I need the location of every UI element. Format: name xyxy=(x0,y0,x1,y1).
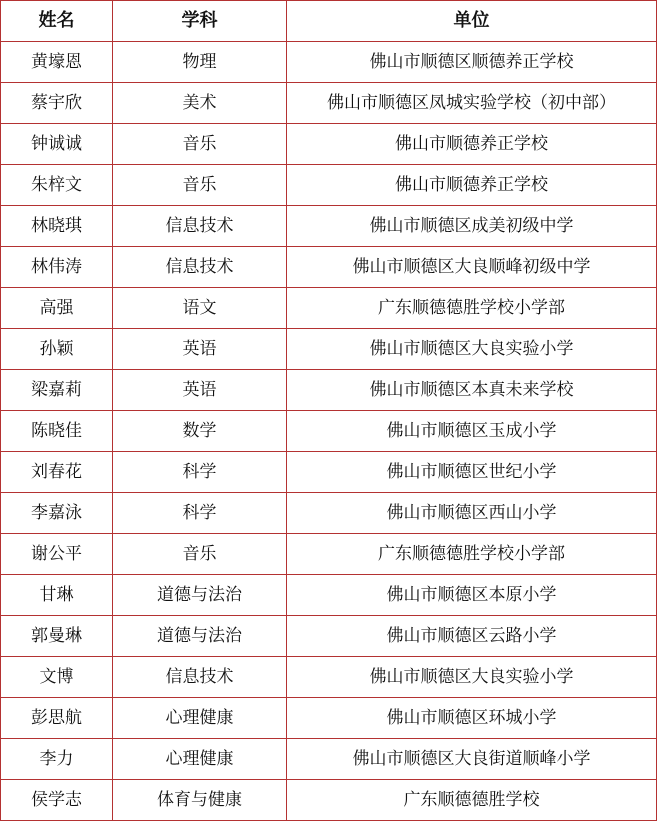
cell-name: 蔡宇欣 xyxy=(1,83,113,124)
cell-subject: 体育与健康 xyxy=(113,780,287,821)
cell-name: 林伟涛 xyxy=(1,247,113,288)
cell-subject: 道德与法治 xyxy=(113,575,287,616)
table-row xyxy=(1,534,657,575)
header-name: 姓名 xyxy=(1,1,113,42)
cell-name: 黄壕恩 xyxy=(1,42,113,83)
table-header xyxy=(1,1,657,42)
cell-subject: 音乐 xyxy=(113,165,287,206)
table-row xyxy=(1,452,657,493)
cell-name: 甘琳 xyxy=(1,575,113,616)
cell-name: 高强 xyxy=(1,288,113,329)
cell-name: 文博 xyxy=(1,657,113,698)
cell-name: 钟诚诚 xyxy=(1,124,113,165)
cell-name: 陈晓佳 xyxy=(1,411,113,452)
cell-unit: 佛山市顺德区凤城实验学校（初中部） xyxy=(287,83,657,124)
cell-subject: 心理健康 xyxy=(113,739,287,780)
cell-unit: 佛山市顺德养正学校 xyxy=(287,165,657,206)
cell-name: 孙颖 xyxy=(1,329,113,370)
cell-unit: 广东顺德德胜学校 xyxy=(287,780,657,821)
cell-unit: 佛山市顺德区玉成小学 xyxy=(287,411,657,452)
cell-unit: 广东顺德德胜学校小学部 xyxy=(287,534,657,575)
cell-subject: 科学 xyxy=(113,452,287,493)
cell-subject: 科学 xyxy=(113,493,287,534)
table-row xyxy=(1,124,657,165)
cell-subject: 英语 xyxy=(113,329,287,370)
table-row xyxy=(1,370,657,411)
cell-subject: 语文 xyxy=(113,288,287,329)
table-row xyxy=(1,739,657,780)
table-row xyxy=(1,411,657,452)
cell-unit: 佛山市顺德区本真未来学校 xyxy=(287,370,657,411)
cell-name: 彭思航 xyxy=(1,698,113,739)
header-row xyxy=(1,1,657,42)
table-row xyxy=(1,247,657,288)
cell-subject: 美术 xyxy=(113,83,287,124)
cell-name: 谢公平 xyxy=(1,534,113,575)
header-subject: 学科 xyxy=(113,1,287,42)
cell-unit: 广东顺德德胜学校小学部 xyxy=(287,288,657,329)
cell-name: 朱梓文 xyxy=(1,165,113,206)
cell-name: 刘春花 xyxy=(1,452,113,493)
table-row xyxy=(1,616,657,657)
header-unit: 单位 xyxy=(287,1,657,42)
cell-subject: 物理 xyxy=(113,42,287,83)
table-row xyxy=(1,329,657,370)
table-row xyxy=(1,165,657,206)
cell-name: 李力 xyxy=(1,739,113,780)
cell-unit: 佛山市顺德区大良实验小学 xyxy=(287,329,657,370)
cell-subject: 英语 xyxy=(113,370,287,411)
table-row xyxy=(1,42,657,83)
cell-name: 林晓琪 xyxy=(1,206,113,247)
cell-unit: 佛山市顺德区本原小学 xyxy=(287,575,657,616)
cell-name: 梁嘉莉 xyxy=(1,370,113,411)
cell-subject: 道德与法治 xyxy=(113,616,287,657)
table-row xyxy=(1,575,657,616)
table-row xyxy=(1,698,657,739)
cell-unit: 佛山市顺德区西山小学 xyxy=(287,493,657,534)
cell-unit: 佛山市顺德区大良街道顺峰小学 xyxy=(287,739,657,780)
cell-unit: 佛山市顺德区大良实验小学 xyxy=(287,657,657,698)
cell-name: 郭曼琳 xyxy=(1,616,113,657)
table-row xyxy=(1,206,657,247)
cell-unit: 佛山市顺德区顺德养正学校 xyxy=(287,42,657,83)
cell-unit: 佛山市顺德区大良顺峰初级中学 xyxy=(287,247,657,288)
cell-subject: 数学 xyxy=(113,411,287,452)
cell-subject: 心理健康 xyxy=(113,698,287,739)
table-row xyxy=(1,657,657,698)
cell-subject: 信息技术 xyxy=(113,247,287,288)
cell-unit: 佛山市顺德区成美初级中学 xyxy=(287,206,657,247)
cell-name: 李嘉泳 xyxy=(1,493,113,534)
cell-subject: 音乐 xyxy=(113,534,287,575)
cell-unit: 佛山市顺德区环城小学 xyxy=(287,698,657,739)
table-row xyxy=(1,493,657,534)
cell-name: 侯学志 xyxy=(1,780,113,821)
cell-unit: 佛山市顺德区世纪小学 xyxy=(287,452,657,493)
cell-unit: 佛山市顺德养正学校 xyxy=(287,124,657,165)
table-row xyxy=(1,83,657,124)
cell-subject: 信息技术 xyxy=(113,657,287,698)
cell-unit: 佛山市顺德区云路小学 xyxy=(287,616,657,657)
table-row xyxy=(1,780,657,821)
table-body xyxy=(1,42,657,821)
cell-subject: 音乐 xyxy=(113,124,287,165)
cell-subject: 信息技术 xyxy=(113,206,287,247)
table-row xyxy=(1,288,657,329)
